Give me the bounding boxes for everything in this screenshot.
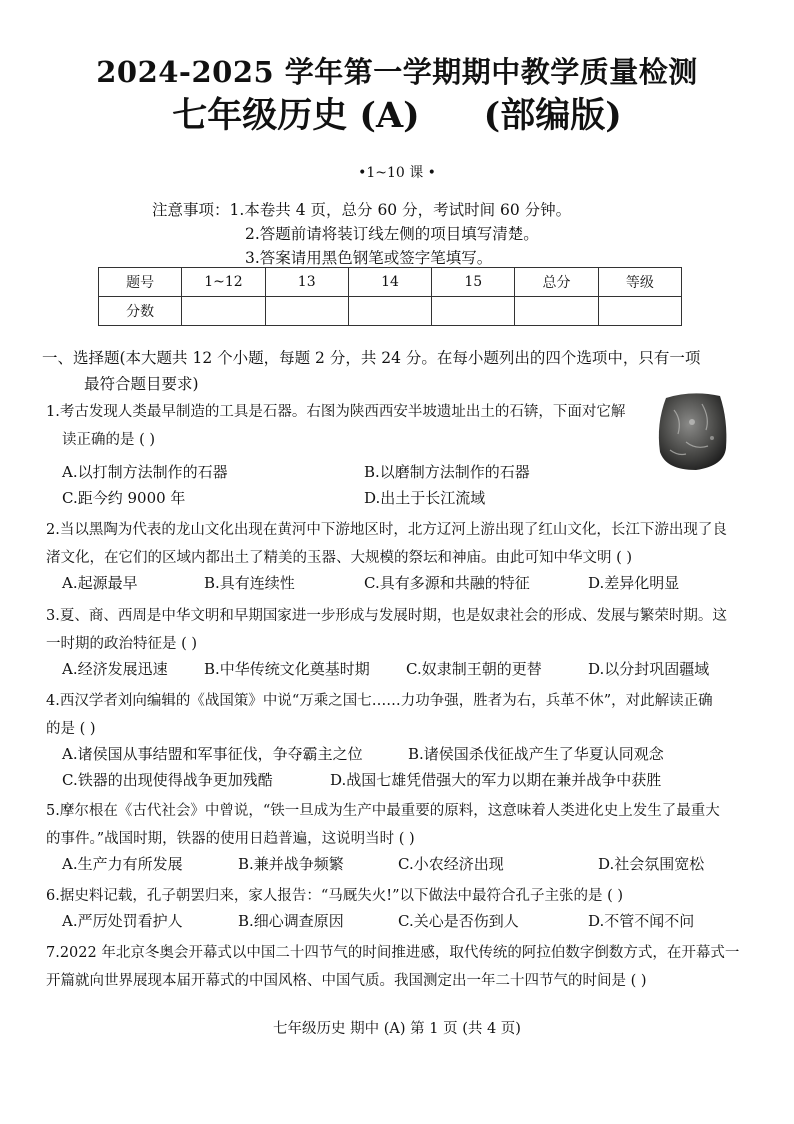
notice-item: 2.答题前请将装订线左侧的项目填写清楚。	[245, 225, 539, 243]
question-line: 4.西汉学者刘向编辑的《战国策》中说“万乘之国七……力功争强，胜者为右，兵革不休”，对此解读正确	[46, 693, 713, 709]
question-line: 读正确的是 ( )	[62, 432, 156, 448]
score-input-cell[interactable]	[598, 297, 681, 326]
edition-label: (部编版)	[483, 95, 622, 136]
score-input-cell[interactable]	[265, 297, 348, 326]
score-row-label: 分数	[99, 297, 182, 326]
question-7	[46, 939, 758, 995]
option-a[interactable]: A.严厉处罚看护人	[62, 912, 183, 930]
exam-subtitle	[0, 88, 794, 138]
score-input-cell[interactable]	[432, 297, 515, 326]
question-line: 1.考古发现人类最早制造的工具是石器。右图为陕西西安半坡遗址出土的石锛，下面对它解	[46, 404, 626, 420]
score-header-cell: 15	[432, 268, 515, 297]
question-6	[46, 882, 758, 910]
question-line: 开篇就向世界展现本届开幕式的中国风格、中国气质。我国测定出一年二十四节气的时间是 ( )	[46, 973, 647, 989]
option-a[interactable]: A.起源最早	[62, 574, 138, 592]
option-a[interactable]: A.经济发展迅速	[62, 660, 168, 678]
score-header-cell: 14	[348, 268, 431, 297]
score-header-cell: 13	[265, 268, 348, 297]
options-row	[62, 769, 762, 795]
notice-line-1	[152, 198, 571, 220]
option-d[interactable]: D.社会氛围宽松	[598, 855, 705, 873]
option-d[interactable]: D.差异化明显	[588, 574, 680, 592]
question-line: 5.摩尔根在《古代社会》中曾说，“铁一旦成为生产中最重要的原料，这意味着人类进化史上发生了最重大	[46, 803, 720, 819]
options-row	[62, 658, 762, 684]
option-b[interactable]: B.中华传统文化奠基时期	[204, 660, 370, 678]
question-line: 的是 ( )	[46, 721, 96, 737]
section-heading-line: 一、选择题(本大题共 12 个小题，每题 2 分，共 24 分。在每小题列出的四个选项中，只有一项	[42, 349, 701, 367]
notice-item: 1.本卷共 4 页，总分 60 分，考试时间 60 分钟。	[229, 201, 572, 219]
subject-label: 七年级历史 (A)	[172, 95, 420, 136]
options-row	[62, 743, 762, 769]
option-b[interactable]: B.诸侯国杀伐征战产生了华夏认同观念	[408, 745, 664, 763]
question-line: 2.当以黑陶为代表的龙山文化出现在黄河中下游地区时，北方辽河上游出现了红山文化，长江下游出现了良	[46, 522, 727, 538]
option-c[interactable]: C.铁器的出现使得战争更加残酷	[62, 771, 273, 789]
options-row	[62, 910, 762, 936]
lesson-scope: •1~10 课 •	[358, 165, 436, 181]
score-header-cell: 1~12	[182, 268, 265, 297]
option-b[interactable]: B.兼并战争频繁	[238, 855, 344, 873]
question-3	[46, 602, 758, 658]
option-c[interactable]: C.距今约 9000 年	[62, 489, 186, 507]
score-header-cell: 总分	[515, 268, 598, 297]
section-heading-line: 最符合题目要求)	[84, 375, 199, 393]
stone-adze-image	[652, 390, 732, 472]
score-header-cell: 题号	[99, 268, 182, 297]
score-input-cell[interactable]	[515, 297, 598, 326]
notice-item: 3.答案请用黑色钢笔或签字笔填写。	[245, 249, 493, 267]
option-b[interactable]: B.具有连续性	[204, 574, 295, 592]
score-table-header-row	[99, 268, 682, 297]
exam-title: 2024-2025 学年第一学期期中教学质量检测	[96, 55, 698, 89]
question-2	[46, 516, 758, 572]
option-c[interactable]: C.奴隶制王朝的更替	[406, 660, 542, 678]
page-footer: 七年级历史 期中 (A) 第 1 页 (共 4 页)	[273, 1021, 521, 1037]
question-line: 7.2022 年北京冬奥会开幕式以中国二十四节气的时间推进感，取代传统的阿拉伯数字倒数方式，在开幕式一	[46, 945, 740, 961]
question-4	[46, 687, 758, 743]
option-d[interactable]: D.战国七雄凭借强大的军力以期在兼并战争中获胜	[330, 771, 662, 789]
option-c[interactable]: C.具有多源和共融的特征	[364, 574, 530, 592]
option-d[interactable]: D.不管不闻不问	[588, 912, 695, 930]
options-row	[62, 853, 762, 879]
option-d[interactable]: D.以分封巩固疆域	[588, 660, 710, 678]
question-line: 6.据史料记载，孔子朝罢归来，家人报告：“马厩失火!”以下做法中最符合孔子主张的是 ( )	[46, 888, 624, 904]
score-table-score-row	[99, 297, 682, 326]
option-a[interactable]: A.生产力有所发展	[62, 855, 183, 873]
option-c[interactable]: C.小农经济出现	[398, 855, 504, 873]
question-line: 3.夏、商、西周是中华文明和早期国家进一步形成与发展时期，也是奴隶社会的形成、发展与繁荣时期。这	[46, 608, 727, 624]
question-5	[46, 797, 758, 853]
question-line: 渚文化，在它们的区域内都出土了精美的玉器、大规模的祭坛和神庙。由此可知中华文明 ( )	[46, 550, 633, 566]
question-line: 一时期的政治特征是 ( )	[46, 636, 198, 652]
score-table	[98, 267, 682, 326]
options-row	[62, 572, 762, 598]
option-a[interactable]: A.诸侯国从事结盟和军事征伐，争夺霸主之位	[62, 745, 363, 763]
notice-label: 注意事项：	[152, 201, 230, 219]
score-input-cell[interactable]	[348, 297, 431, 326]
question-1	[46, 398, 646, 454]
score-header-cell: 等级	[598, 268, 681, 297]
options-row	[62, 487, 762, 513]
option-d[interactable]: D.出土于长江流域	[364, 489, 486, 507]
question-line: 的事件。”战国时期，铁器的使用日趋普遍，这说明当时 ( )	[46, 831, 415, 847]
options-row	[62, 461, 762, 487]
option-a[interactable]: A.以打制方法制作的石器	[62, 463, 228, 481]
score-input-cell[interactable]	[182, 297, 265, 326]
option-b[interactable]: B.以磨制方法制作的石器	[364, 463, 530, 481]
option-b[interactable]: B.细心调查原因	[238, 912, 344, 930]
option-c[interactable]: C.关心是否伤到人	[398, 912, 519, 930]
